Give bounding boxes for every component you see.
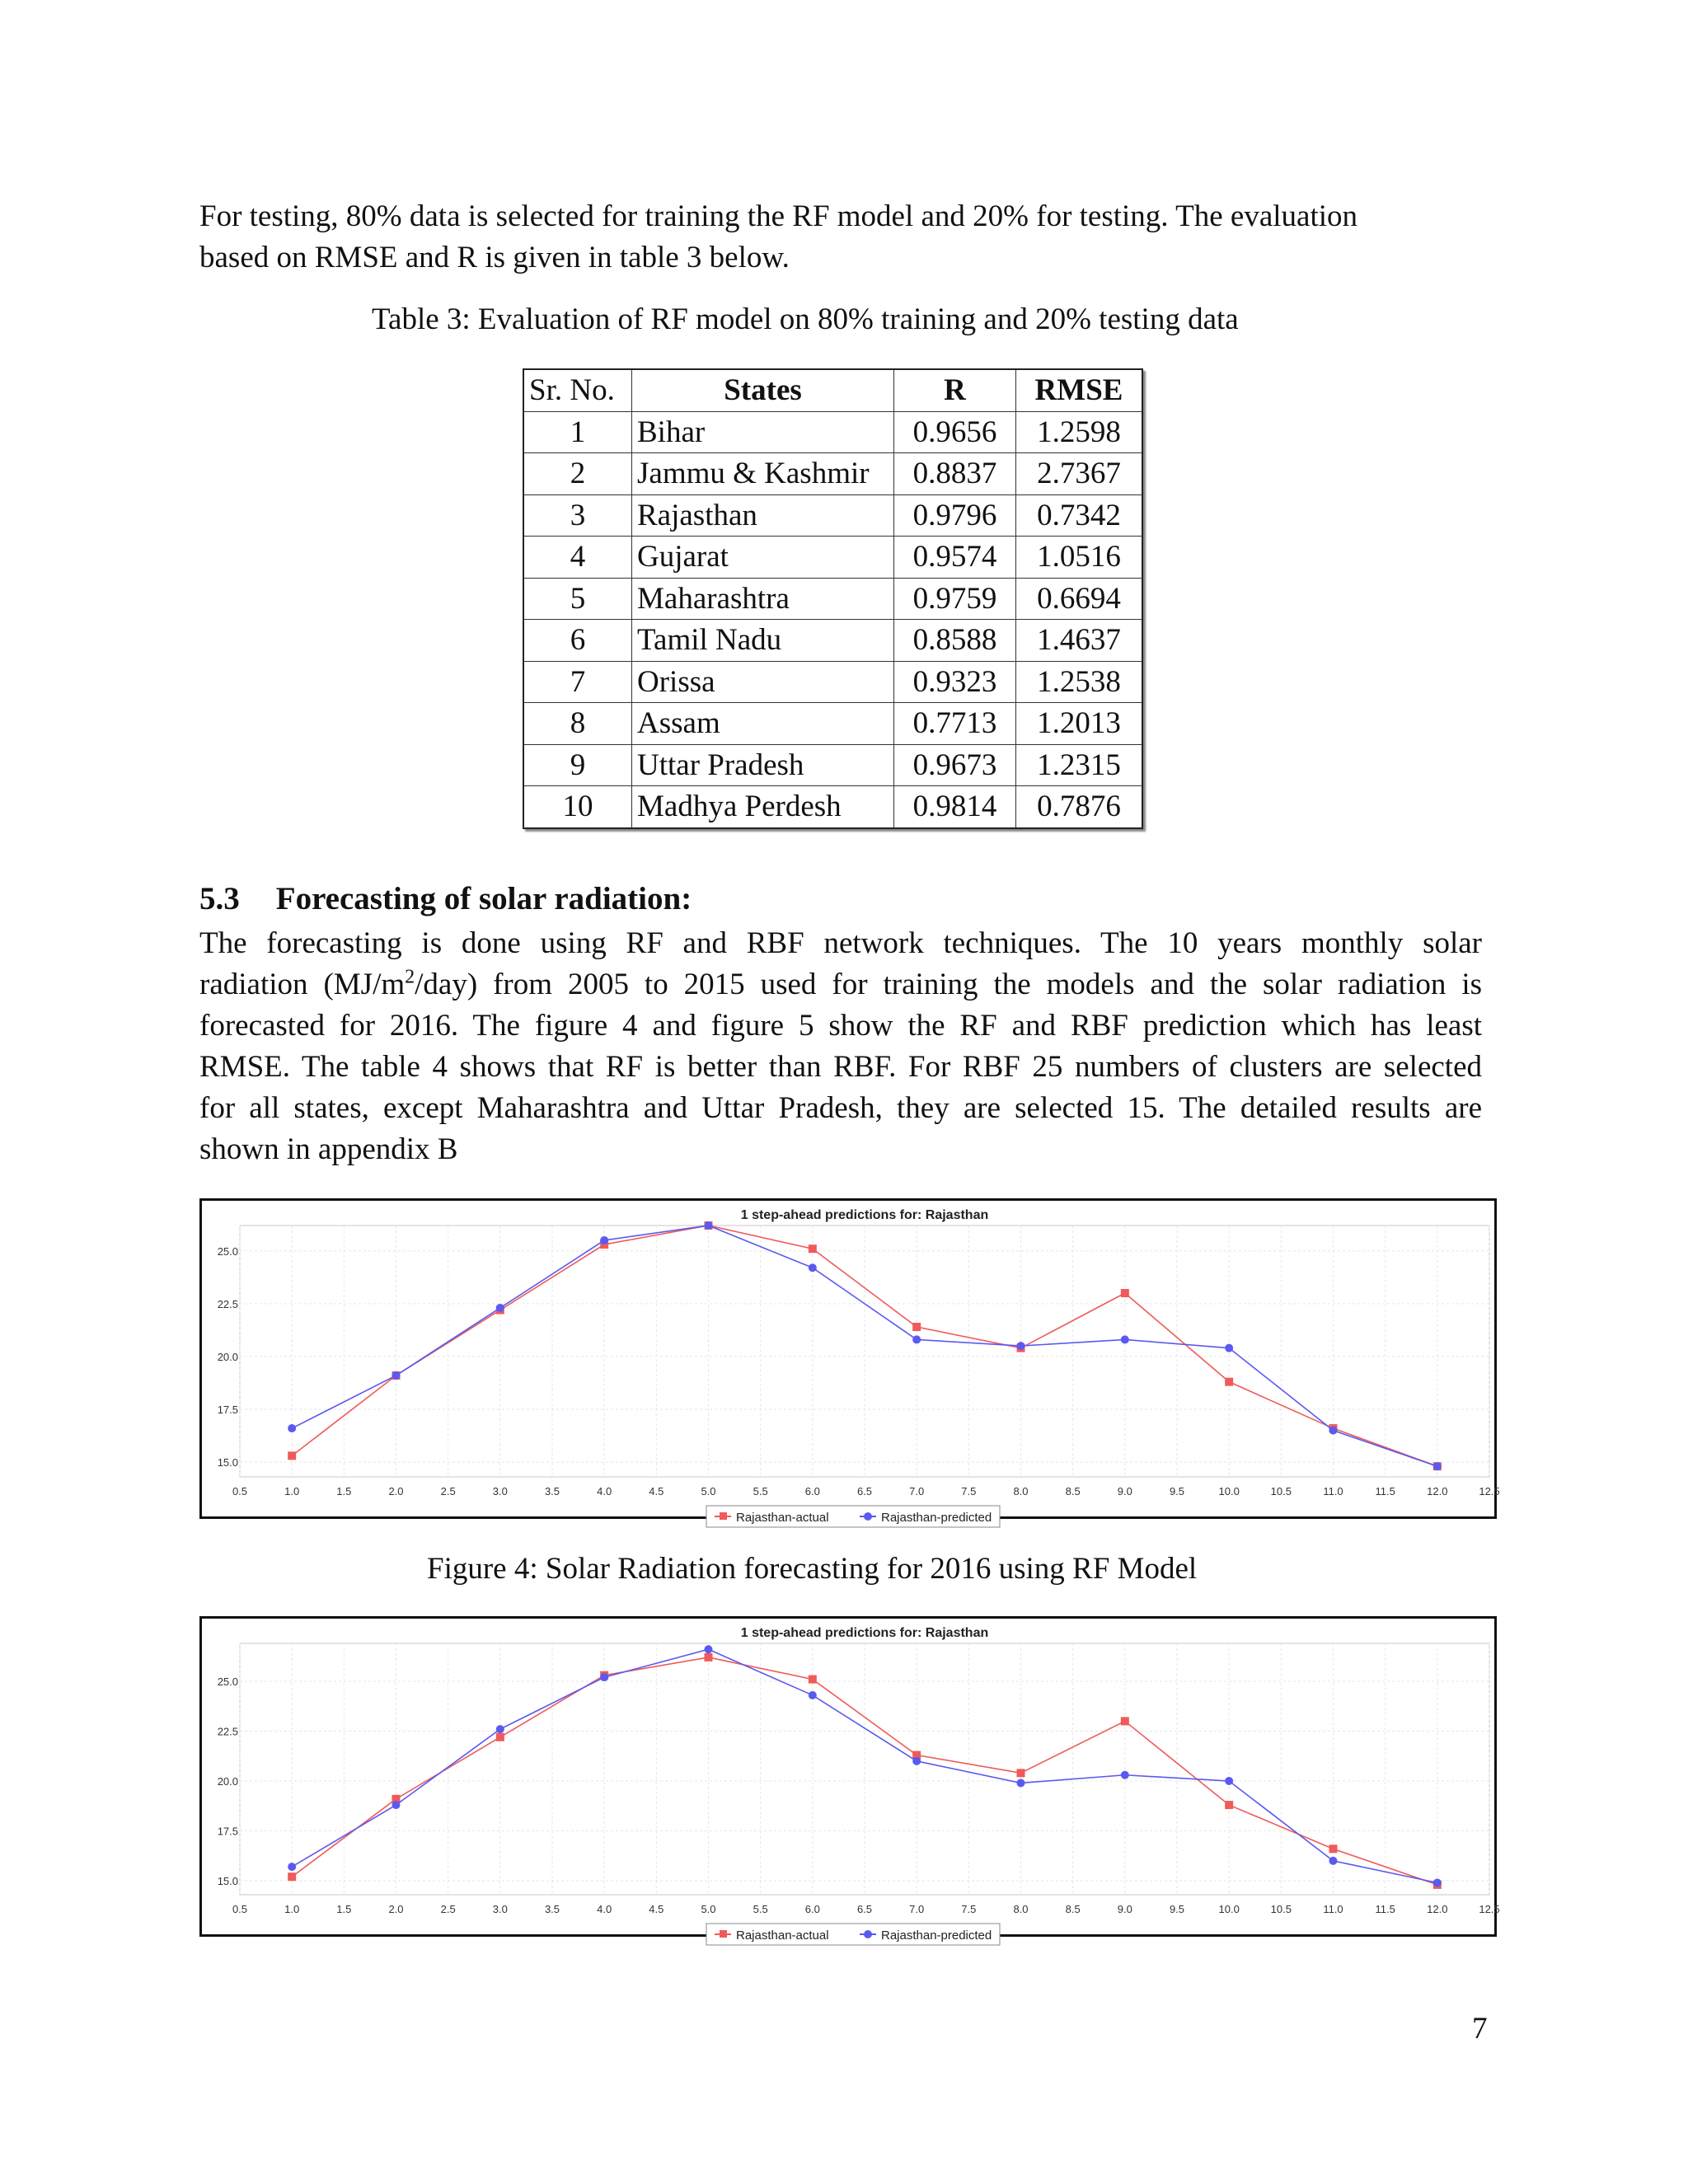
x-tick-label: 9.0: [1117, 1485, 1132, 1497]
chart-title: 1 step-ahead predictions for: Rajasthan: [740, 1626, 989, 1640]
data-point-actual: [1225, 1378, 1233, 1386]
cell-state: Madhya Perdesh: [632, 786, 894, 828]
chart-title: 1 step-ahead predictions for: Rajasthan: [740, 1208, 989, 1222]
table-row: [523, 786, 1142, 828]
y-tick-label: 22.5: [217, 1297, 238, 1310]
section-line-6: shown in appendix B: [199, 1132, 458, 1166]
cell-r: 0.9796: [894, 494, 1016, 537]
y-tick-label: 25.0: [217, 1244, 238, 1258]
table-row: [523, 578, 1142, 620]
legend-marker-circle: [864, 1512, 872, 1521]
superscript-2: 2: [405, 966, 415, 988]
x-tick-label: 1.0: [284, 1485, 300, 1497]
legend-label: Rajasthan-predicted: [881, 1929, 992, 1943]
x-tick-label: 3.0: [492, 1485, 508, 1497]
cell-sr-no: 7: [523, 661, 632, 703]
data-point-actual: [288, 1872, 296, 1881]
x-tick-label: 8.5: [1065, 1485, 1081, 1497]
data-point-predicted: [809, 1691, 817, 1699]
data-point-predicted: [392, 1371, 401, 1380]
y-tick-label: 20.0: [217, 1775, 238, 1788]
data-point-predicted: [496, 1725, 504, 1733]
data-point-predicted: [1017, 1342, 1025, 1350]
data-point-predicted: [912, 1757, 921, 1765]
page-number: 7: [1472, 2012, 1488, 2046]
cell-state: Jammu & Kashmir: [632, 453, 894, 495]
x-tick-label: 6.5: [856, 1903, 873, 1915]
cell-state: Rajasthan: [632, 494, 894, 537]
data-point-actual: [1121, 1289, 1129, 1297]
data-point-predicted: [1225, 1777, 1233, 1785]
x-tick-label: 4.5: [649, 1903, 664, 1915]
intro-line-2: based on RMSE and R is given in table 3 below.: [199, 241, 790, 274]
cell-rmse: 1.2598: [1016, 411, 1143, 453]
data-point-actual: [809, 1244, 817, 1253]
section-line-2: [199, 964, 1482, 1005]
x-tick-label: 3.5: [544, 1485, 560, 1497]
cell-state: Bihar: [632, 411, 894, 453]
x-tick-label: 2.5: [440, 1485, 456, 1497]
table-row: [523, 494, 1142, 537]
data-point-predicted: [1433, 1462, 1442, 1470]
section-line-2-a: radiation (MJ/m: [199, 968, 406, 1001]
cell-rmse: 2.7367: [1016, 453, 1143, 495]
section-title: Forecasting of solar radiation:: [275, 881, 692, 916]
cell-r: 0.7713: [894, 703, 1016, 745]
data-point-actual: [1225, 1801, 1233, 1809]
data-point-actual: [809, 1675, 817, 1684]
cell-rmse: 1.2538: [1016, 661, 1143, 703]
cell-sr-no: 4: [523, 537, 632, 579]
x-tick-label: 1.5: [336, 1485, 352, 1497]
cell-sr-no: 9: [523, 744, 632, 786]
cell-state: Gujarat: [632, 537, 894, 579]
cell-rmse: 1.4637: [1016, 620, 1143, 662]
data-point-predicted: [1225, 1344, 1233, 1352]
data-point-predicted: [809, 1263, 817, 1272]
figure-5-svg: [202, 1619, 1500, 1943]
x-tick-label: 11.0: [1323, 1903, 1343, 1915]
x-tick-label: 10.0: [1218, 1903, 1240, 1915]
x-tick-label: 5.0: [701, 1485, 716, 1497]
x-tick-label: 12.0: [1427, 1903, 1448, 1915]
x-tick-label: 7.0: [909, 1485, 925, 1497]
data-point-predicted: [496, 1304, 504, 1312]
cell-r: 0.9656: [894, 411, 1016, 453]
x-tick-label: 4.5: [649, 1485, 664, 1497]
x-tick-label: 10.0: [1218, 1485, 1240, 1497]
legend-label: Rajasthan-actual: [736, 1511, 829, 1525]
figure-5-chart: [199, 1616, 1500, 1943]
data-point-predicted: [288, 1424, 296, 1432]
cell-rmse: 1.2013: [1016, 703, 1143, 745]
table-row: [523, 661, 1142, 703]
y-tick-label: 17.5: [217, 1403, 238, 1416]
x-tick-label: 5.0: [701, 1903, 716, 1915]
data-point-predicted: [705, 1221, 713, 1230]
data-point-actual: [1121, 1717, 1129, 1725]
table-row: [523, 620, 1142, 662]
intro-paragraph: [199, 196, 1465, 279]
table-row: [523, 453, 1142, 495]
section-line-5: for all states, except Maharashtra and Uttar Pradesh, they are selected 15. The detailed results are: [199, 1091, 1482, 1125]
data-point-predicted: [392, 1801, 401, 1809]
cell-state: Assam: [632, 703, 894, 745]
header-sr-no: Sr. No.: [523, 369, 632, 411]
cell-r: 0.9323: [894, 661, 1016, 703]
x-tick-label: 5.5: [753, 1903, 768, 1915]
x-tick-label: 3.0: [492, 1903, 508, 1915]
legend-label: Rajasthan-predicted: [881, 1511, 992, 1525]
cell-r: 0.8588: [894, 620, 1016, 662]
x-tick-label: 8.0: [1013, 1485, 1029, 1497]
x-tick-label: 1.0: [284, 1903, 300, 1915]
x-tick-label: 10.5: [1270, 1485, 1292, 1497]
y-tick-label: 25.0: [217, 1675, 238, 1688]
x-tick-label: 7.5: [961, 1485, 977, 1497]
table-header-row: [523, 369, 1142, 411]
data-point-actual: [1017, 1769, 1025, 1777]
legend-label: Rajasthan-actual: [736, 1929, 829, 1943]
table-row: [523, 537, 1142, 579]
intro-line-1: For testing, 80% data is selected for training the RF model and 20% for testing. The evaluation: [199, 199, 1358, 233]
cell-sr-no: 2: [523, 453, 632, 495]
legend-marker-square: [720, 1930, 727, 1938]
cell-state: Maharashtra: [632, 578, 894, 620]
data-point-actual: [705, 1653, 713, 1661]
cell-rmse: 1.0516: [1016, 537, 1143, 579]
x-tick-label: 9.5: [1169, 1485, 1185, 1497]
x-tick-label: 0.5: [232, 1903, 248, 1915]
table-3-caption: Table 3: Evaluation of RF model on 80% training and 20% testing data: [372, 302, 1239, 336]
y-tick-label: 15.0: [217, 1875, 238, 1888]
section-line-3: forecasted for 2016. The figure 4 and figure 5 show the RF and RBF prediction which has least: [199, 1009, 1482, 1043]
legend-marker-square: [720, 1512, 727, 1520]
x-tick-label: 6.0: [804, 1903, 820, 1915]
x-tick-label: 5.5: [753, 1485, 768, 1497]
cell-r: 0.9814: [894, 786, 1016, 828]
figure-4-svg: [202, 1201, 1500, 1525]
data-point-predicted: [600, 1236, 608, 1244]
y-tick-label: 22.5: [217, 1725, 238, 1738]
table-row: [523, 744, 1142, 786]
y-tick-label: 15.0: [217, 1456, 238, 1469]
data-point-predicted: [1433, 1878, 1442, 1886]
y-tick-label: 20.0: [217, 1350, 238, 1363]
cell-r: 0.8837: [894, 453, 1016, 495]
x-tick-label: 2.0: [388, 1903, 404, 1915]
header-states: States: [632, 369, 894, 411]
cell-sr-no: 8: [523, 703, 632, 745]
x-tick-label: 11.5: [1375, 1485, 1395, 1497]
x-tick-label: 1.5: [336, 1903, 352, 1915]
figure-4-chart: [199, 1198, 1500, 1525]
cell-state: Orissa: [632, 661, 894, 703]
section-number: 5.3: [199, 881, 240, 916]
figure-4-caption: Figure 4: Solar Radiation forecasting for 2016 using RF Model: [427, 1552, 1198, 1586]
x-tick-label: 9.0: [1117, 1903, 1132, 1915]
x-tick-label: 12.5: [1479, 1903, 1500, 1915]
x-tick-label: 10.5: [1270, 1903, 1292, 1915]
data-point-predicted: [705, 1645, 713, 1653]
cell-rmse: 0.7342: [1016, 494, 1143, 537]
data-point-predicted: [1121, 1335, 1129, 1343]
x-tick-label: 0.5: [232, 1485, 248, 1497]
cell-sr-no: 10: [523, 786, 632, 828]
x-tick-label: 7.0: [909, 1903, 925, 1915]
data-point-predicted: [1329, 1427, 1338, 1435]
cell-sr-no: 3: [523, 494, 632, 537]
table-row: [523, 411, 1142, 453]
data-point-predicted: [912, 1335, 921, 1343]
cell-r: 0.9574: [894, 537, 1016, 579]
section-line-4: RMSE. The table 4 shows that RF is better than RBF. For RBF 25 numbers of clusters are selected: [199, 1050, 1482, 1084]
header-r: R: [894, 369, 1016, 411]
x-tick-label: 6.5: [856, 1485, 873, 1497]
data-point-actual: [1329, 1844, 1338, 1853]
legend-marker-circle: [864, 1930, 872, 1938]
header-rmse: RMSE: [1016, 369, 1143, 411]
x-tick-label: 8.5: [1065, 1903, 1081, 1915]
data-point-actual: [912, 1323, 921, 1331]
y-tick-label: 17.5: [217, 1825, 238, 1838]
x-tick-label: 2.5: [440, 1903, 456, 1915]
x-tick-label: 11.5: [1375, 1903, 1395, 1915]
section-line-2-b: /day) from 2005 to 2015 used for training the models and the solar radiation is: [415, 968, 1482, 1001]
x-tick-label: 3.5: [544, 1903, 560, 1915]
x-tick-label: 4.0: [597, 1485, 612, 1497]
cell-sr-no: 5: [523, 578, 632, 620]
section-line-1: The forecasting is done using RF and RBF network techniques. The 10 years monthly solar: [199, 926, 1482, 960]
x-tick-label: 2.0: [388, 1485, 404, 1497]
cell-sr-no: 6: [523, 620, 632, 662]
data-point-predicted: [1329, 1857, 1338, 1865]
cell-r: 0.9673: [894, 744, 1016, 786]
cell-rmse: 1.2315: [1016, 744, 1143, 786]
x-tick-label: 12.0: [1427, 1485, 1448, 1497]
cell-state: Uttar Pradesh: [632, 744, 894, 786]
x-tick-label: 7.5: [961, 1903, 977, 1915]
data-point-actual: [496, 1733, 504, 1741]
cell-rmse: 0.7876: [1016, 786, 1143, 828]
data-point-predicted: [1017, 1779, 1025, 1787]
cell-r: 0.9759: [894, 578, 1016, 620]
x-tick-label: 11.0: [1323, 1485, 1343, 1497]
cell-state: Tamil Nadu: [632, 620, 894, 662]
x-tick-label: 6.0: [804, 1485, 820, 1497]
data-point-actual: [288, 1451, 296, 1460]
cell-sr-no: 1: [523, 411, 632, 453]
section-heading: [199, 880, 692, 917]
x-tick-label: 9.5: [1169, 1903, 1185, 1915]
x-tick-label: 8.0: [1013, 1903, 1029, 1915]
table-row: [523, 703, 1142, 745]
cell-rmse: 0.6694: [1016, 578, 1143, 620]
table-3: [523, 368, 1143, 829]
x-tick-label: 12.5: [1479, 1485, 1500, 1497]
x-tick-label: 4.0: [597, 1903, 612, 1915]
data-point-predicted: [288, 1863, 296, 1871]
data-point-predicted: [600, 1673, 608, 1681]
data-point-predicted: [1121, 1771, 1129, 1779]
section-paragraph: [199, 923, 1482, 1170]
